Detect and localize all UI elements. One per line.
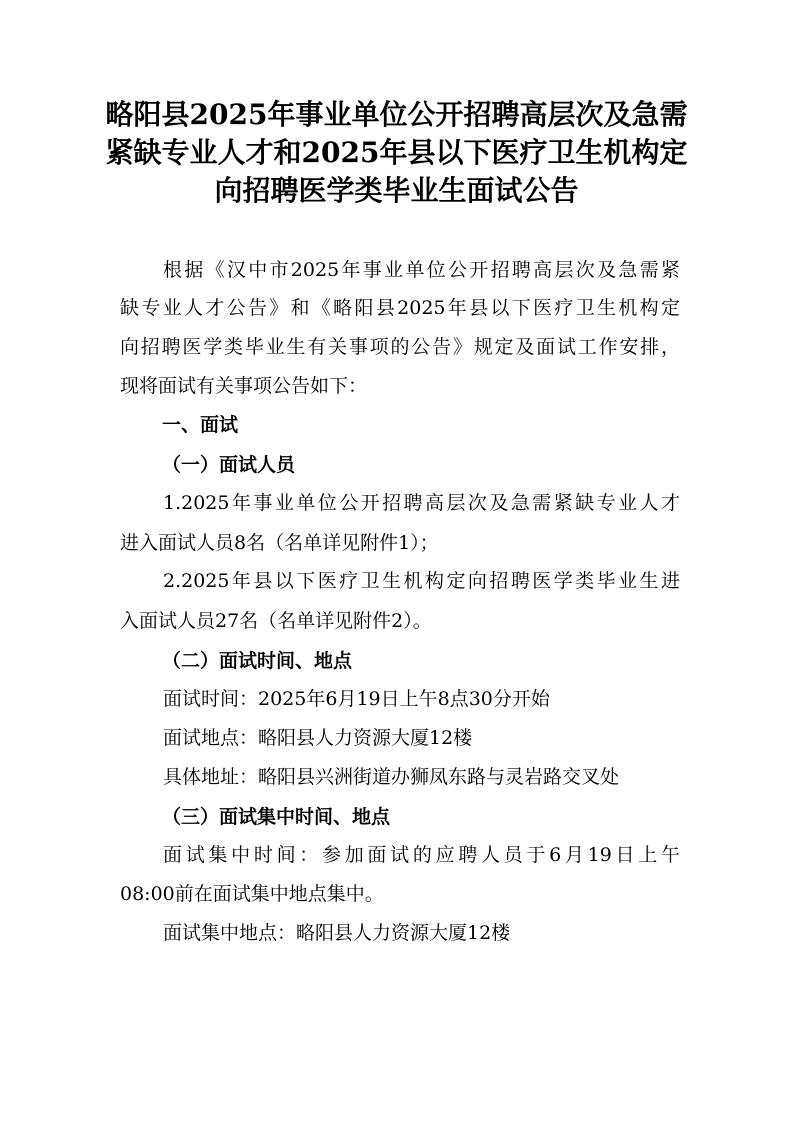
item-2-line-1: 2.2025年县以下医疗卫生机构定向招聘医学类毕业生进: [163, 570, 680, 592]
gather-time-line-1: 面试集中时间：参加面试的应聘人员于6月19日上午: [163, 844, 680, 866]
gather-time-line-2: 08:00前在面试集中地点集中。: [120, 883, 384, 905]
item-1-line-2: 进入面试人员8名（名单详见附件1）；: [120, 532, 439, 554]
subheading-gather: （三）面试集中时间、地点: [162, 806, 391, 828]
intro-line-4: 现将面试有关事项公告如下：: [120, 375, 368, 397]
gather-place: 面试集中地点：略阳县人力资源大厦12楼: [163, 922, 511, 944]
document-title: 略阳县2025年事业单位公开招聘高层次及急需紧缺专业人才和2025年县以下医疗卫生机构定向招聘医学类毕业生面试公告: [105, 98, 688, 207]
section-heading-interview: 一、面试: [162, 414, 239, 436]
interview-place: 面试地点：略阳县人力资源大厦12楼: [163, 727, 473, 749]
intro-line-1: 根据《汉中市2025年事业单位公开招聘高层次及急需紧: [163, 259, 680, 281]
item-2-line-2: 入面试人员27名（名单详见附件2）。: [120, 610, 432, 632]
intro-line-3: 向招聘医学类毕业生有关事项的公告》规定及面试工作安排，: [120, 336, 680, 358]
subheading-interviewees: （一）面试人员: [162, 454, 296, 476]
item-1-line-1: 1.2025年事业单位公开招聘高层次及急需紧缺专业人才: [163, 492, 680, 514]
intro-line-2: 缺专业人才公告》和《略阳县2025年县以下医疗卫生机构定: [120, 297, 680, 319]
interview-time: 面试时间：2025年6月19日上午8点30分开始: [163, 688, 550, 710]
subheading-time-place: （二）面试时间、地点: [162, 650, 353, 672]
interview-address: 具体地址：略阳县兴洲街道办狮凤东路与灵岩路交叉处: [163, 766, 620, 788]
